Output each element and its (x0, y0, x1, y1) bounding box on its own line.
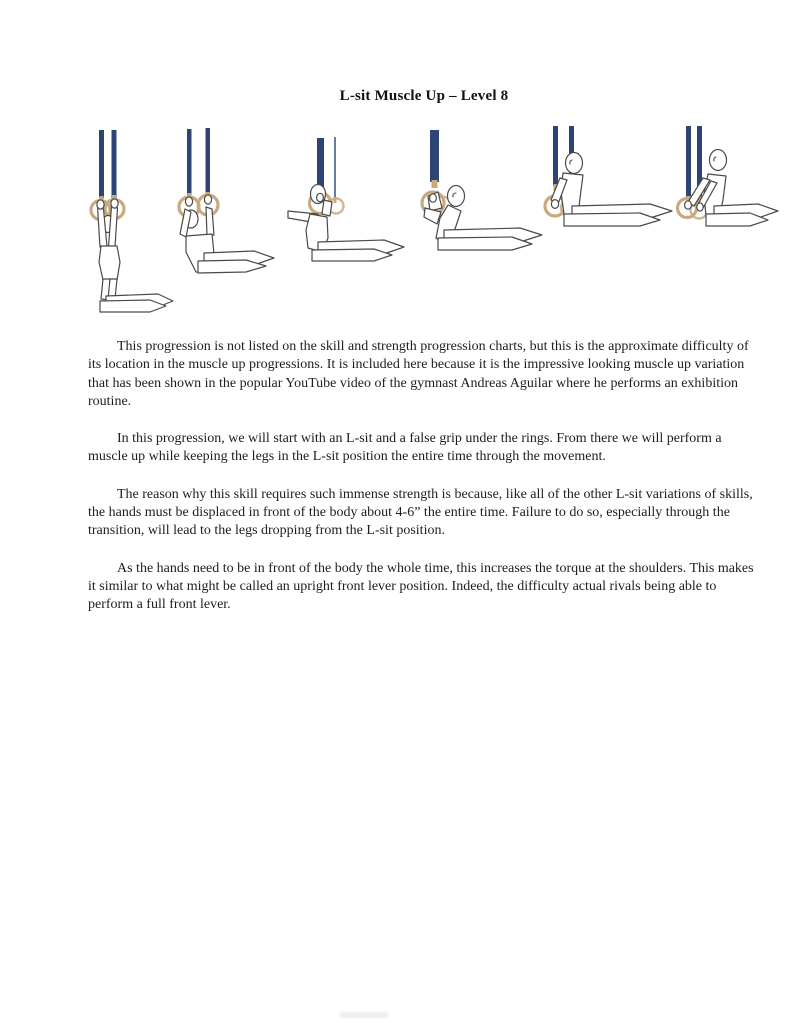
paragraph-torque: As the hands need to be in front of the body the whole time, this increases the torque at the shoulders. This makes it similar to what might be called an upright front lever position. Indeed, the difficulty actual rivals being able to perform a full front lever. (88, 560, 754, 613)
ring-straps (430, 130, 439, 188)
figure-step-4-transition (422, 130, 542, 250)
body-text (88, 338, 762, 634)
page-title: L-sit Muscle Up – Level 8 (339, 88, 509, 104)
figure-step-1-lsit-hang (91, 130, 173, 312)
figure-step-3-high-pull (288, 137, 404, 261)
figure-step-5-dip (545, 126, 672, 226)
gymnast-body (288, 185, 404, 262)
gymnast-body (97, 199, 173, 312)
figure-step-2-pull-to-shoulders (179, 128, 274, 273)
paragraph-progression: In this progression, we will start with an L-sit and a false grip under the rings. From there we will perform a muscle up while keeping the legs in the L-sit position the entire time through the movement. (88, 431, 722, 465)
gymnast-body (551, 153, 672, 227)
footer-faint-text (340, 1012, 388, 1018)
gymnast-body (180, 195, 274, 273)
paragraph-strength-reason: The reason why this skill requires such immense strength is because, like all of the other L-sit variations of skills, the hands must be displaced in front of the body about 4-6” the entire time. Failure to do so, especially through the transition, will lead to the legs dropping from the L-sit position. (88, 486, 753, 539)
ring-straps (99, 130, 117, 203)
ring-straps (187, 128, 210, 200)
paragraph-intro: This progression is not listed on the skill and strength progression charts, but this is the approximate difficulty of its location in the muscle up progressions. It is included here because it is the impressive looking muscle up variation that has been shown in the popular YouTube video of the gymnast Andreas Aguilar where he performs an exhibition routine. (88, 339, 749, 409)
figure-step-6-press-to-support (678, 126, 779, 226)
lsit-muscle-up-sequence-illustration (0, 0, 800, 340)
